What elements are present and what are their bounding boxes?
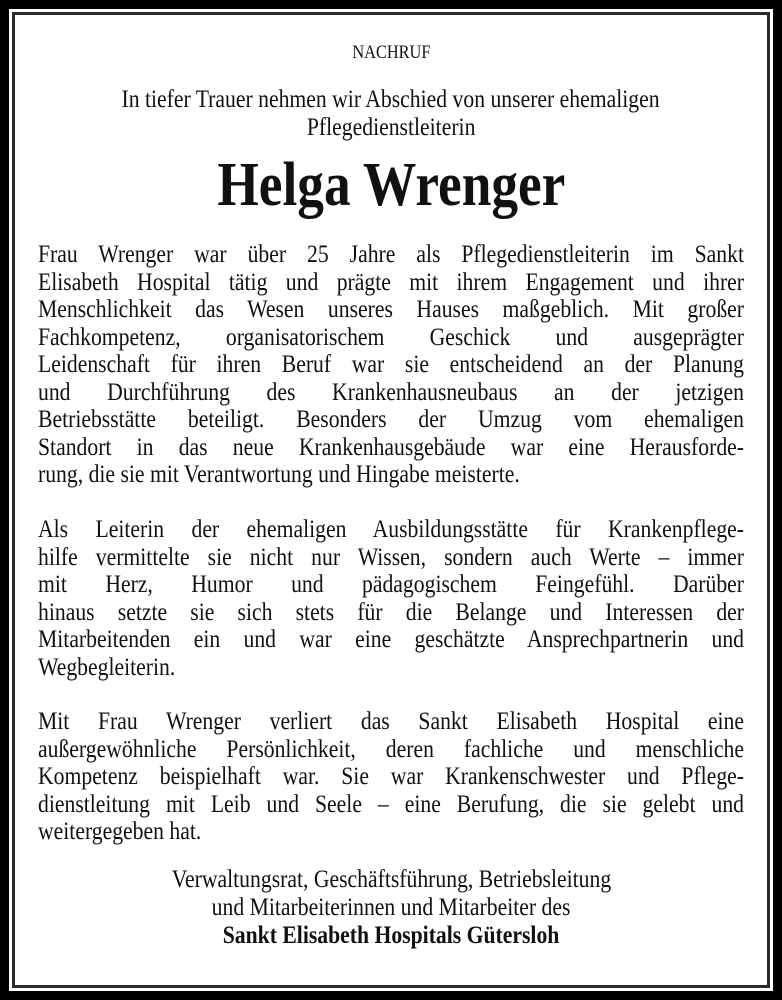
text-line	[38, 323, 744, 351]
text-line	[38, 598, 744, 626]
text-line	[38, 625, 744, 653]
notice-kicker: NACHRUF	[351, 42, 431, 63]
intro-line: Pflegedienstleiterin	[306, 112, 476, 141]
text-line-content: Elisabeth Hospital tätig und prägte mit ihrem Engagement und ihrer	[38, 266, 745, 296]
text-line-content: Mitarbeitenden ein und war eine geschätzte Ansprechpartnerin und	[38, 624, 744, 653]
text-line-content: rung, die sie mit Verantwortung und Hingabe meisterte.	[38, 459, 520, 488]
text-line	[38, 543, 744, 571]
text-line-content: Mit Frau Wrenger verliert das Sankt Elisabeth Hospital eine	[38, 706, 745, 735]
text-line	[38, 460, 744, 488]
text-line	[38, 735, 744, 763]
text-line	[38, 295, 744, 323]
text-line-content: Betriebsstätte beteiligt. Besonders der Umzug vom ehemaligen	[38, 404, 745, 433]
paragraph-2	[38, 515, 744, 680]
text-line-content: und Durchführung des Krankenhausneubaus an der jetzigen	[38, 376, 745, 406]
signature-line: und Mitarbeiterinnen und Mitarbeiter des	[211, 892, 571, 921]
text-line	[38, 653, 744, 681]
text-line-content: dienstleitung mit Leib und Seele – eine Berufung, die sie gelebt und	[38, 788, 744, 818]
text-line	[38, 790, 744, 818]
deceased-name: Helga Wrenger	[216, 151, 566, 219]
signature-organization: Sankt Elisabeth Hospitals Gütersloh	[222, 920, 560, 949]
text-line-content: weitergegeben hat.	[38, 816, 202, 845]
paragraph-1	[38, 240, 744, 488]
text-line	[38, 268, 744, 296]
paragraph-3	[38, 707, 744, 845]
intro-line: In tiefer Trauer nehmen wir Abschied von unserer ehemaligen	[121, 84, 661, 113]
text-line-content: hilfe vermittelte sie nicht nur Wissen, sondern auch Werte – immer	[38, 541, 745, 571]
signature-line: Verwaltungsrat, Geschäftsführung, Betriebsleitung	[171, 864, 611, 893]
text-line	[38, 817, 744, 845]
text-line	[38, 762, 744, 790]
text-line-content: Frau Wrenger war über 25 Jahre als Pflegedienstleiterin im Sankt	[38, 239, 745, 268]
text-line-content: Leidenschaft für ihren Beruf war sie entscheidend an der Planung	[38, 349, 744, 378]
text-line-content: Fachkompetenz, organisatorischem Geschick und ausgeprägter	[38, 321, 744, 351]
text-line-content: Kompetenz beispielhaft war. Sie war Krankenschwester und Pflege-	[38, 761, 744, 790]
text-line-content: mit Herz, Humor und pädagogischem Feingefühl. Darüber	[38, 569, 745, 598]
text-line	[38, 405, 744, 433]
text-line	[38, 570, 744, 598]
text-line	[38, 378, 744, 406]
text-line	[38, 350, 744, 378]
text-line-content: Als Leiterin der ehemaligen Ausbildungsstätte für Krankenpflege-	[38, 514, 745, 543]
text-line	[38, 515, 744, 543]
text-line-content: Standort in das neue Krankenhausgebäude war eine Herausforde-	[38, 431, 745, 461]
text-line-content: hinaus setzte sie sich stets für die Belange und Interessen der	[38, 596, 744, 626]
text-line	[38, 707, 744, 735]
text-line	[38, 433, 744, 461]
text-line	[38, 240, 744, 268]
text-line-content: Menschlichkeit das Wesen unseres Hauses maßgeblich. Mit großer	[38, 294, 744, 323]
text-line-content: Wegbegleiterin.	[38, 651, 176, 681]
text-line-content: außergewöhnliche Persönlichkeit, deren fachliche und menschliche	[38, 733, 745, 763]
